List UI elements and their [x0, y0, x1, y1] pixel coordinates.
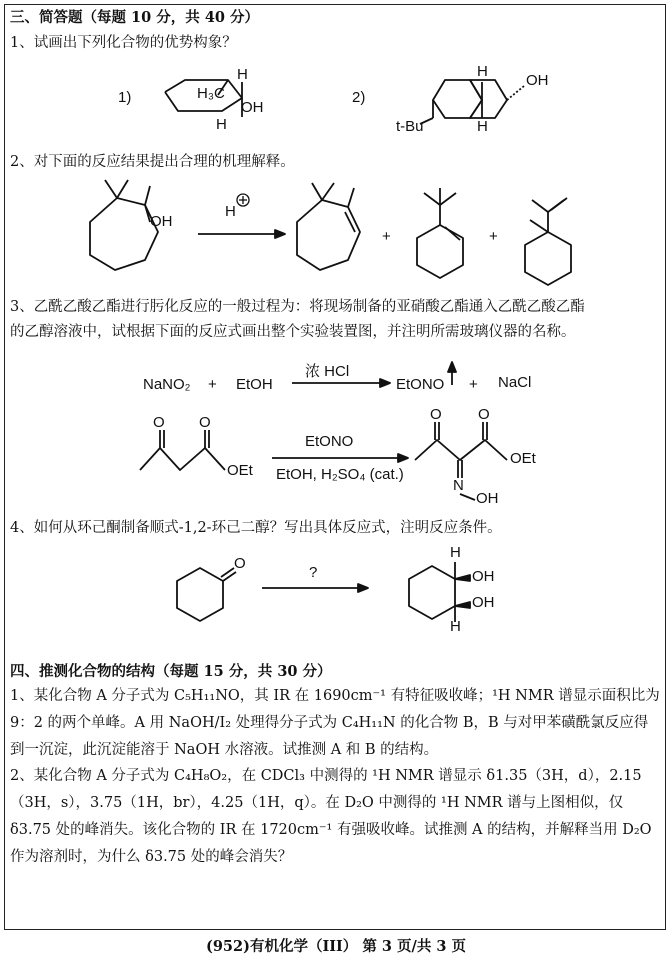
q1-m2-h-top: H [477, 63, 488, 80]
section4-problem-1: 1、某化合物 A 分子式为 C₅H₁₁NO，其 IR 在 1690cm⁻¹ 有特征吸收峰；¹H NMR 谱显示面积比为 9：2 的两个单峰。A 用 NaOH/I₂ 处理得分子式为 C₄H₁₁N 的化合物 B，B 与对甲苯磺酰氯反应得到一沉淀，此沉淀能溶于 NaOH 水溶液。试推测 A 和 B 的结构。 [10, 688, 660, 758]
q1-m2-tbu: t-Bu [396, 118, 424, 135]
q3-o3: O [430, 406, 442, 423]
q3-cond-hcl: 浓 HCl [305, 363, 350, 380]
q2-reagent: H [225, 203, 236, 220]
q2-plus-1: + [382, 228, 391, 245]
q3-o2: O [199, 414, 211, 431]
q4-oh-1: OH [472, 568, 495, 585]
q4-cis-diol [409, 562, 470, 622]
q4-o: O [234, 555, 246, 572]
page-footer: (952)有机化学（III） 第 3 页/共 3 页 [205, 938, 467, 955]
q2-product-tbutyl-cyclohexene [417, 188, 463, 278]
q2-oh: OH [150, 213, 173, 230]
q3-line2: 的乙醇溶液中，试根据下面的反应式画出整个实验装置图，并注明所需玻璃仪器的名称。 [10, 324, 576, 340]
q2-plus-2: + [489, 228, 498, 245]
q4-text: 4、如何从环己酮制备顺式-1,2-环己二醇？写出具体反应式，注明反应条件。 [10, 520, 502, 536]
q4-h-bot: H [450, 618, 461, 635]
q2-cycloheptane-alcohol [90, 180, 158, 270]
q1-m1-oh: OH [241, 99, 264, 116]
section4-heading: 四、推测化合物的结构（每题 15 分，共 30 分） [10, 663, 332, 680]
q3-oet-2: OEt [510, 450, 536, 467]
q3-nano2: NaNO₂ [143, 376, 191, 393]
q4-question: ? [309, 564, 318, 581]
q3-etoh: EtOH [236, 376, 273, 393]
q3-etono: EtONO [396, 376, 445, 393]
q1-m1-h-bot: H [216, 116, 227, 133]
q1-m2-oh: OH [526, 72, 549, 89]
q3-line1: 3、乙酰乙酸乙酯进行肟化反应的一般过程为：将现场制备的亚硝酸乙酯通入乙酰乙酸乙酯 [10, 299, 585, 315]
q1-m1-h-top: H [237, 66, 248, 83]
q3-o1: O [153, 414, 165, 431]
q3-plus-2: + [469, 376, 478, 393]
q3-oh: OH [476, 490, 499, 507]
q1-label-2: 2) [352, 89, 366, 106]
q1-decalin [420, 80, 524, 124]
q3-o4: O [478, 406, 490, 423]
q1-label-1: 1) [118, 89, 132, 106]
section3-heading: 三、简答题（每题 10 分，共 40 分） [10, 9, 260, 26]
q3-cond-acid: EtOH, H₂SO₄ (cat.) [276, 466, 404, 483]
q1-m2-h-bot: H [477, 118, 488, 135]
q3-reagent-etono: EtONO [305, 433, 354, 450]
q3-n: N [453, 477, 464, 494]
q3-nacl: NaCl [498, 374, 532, 391]
q2-text: 2、对下面的反应结果提出合理的机理解释。 [10, 154, 295, 170]
q2-product-isopropenyl-cyclohexane [525, 198, 571, 285]
q1-m1-ch3: H₃C [197, 85, 225, 102]
q1-text: 1、试画出下列化合物的优势构象？ [10, 35, 237, 51]
q3-ethyl-acetoacetate [140, 430, 225, 470]
q4-oh-2: OH [472, 594, 495, 611]
section4-problem-2: 2、某化合物 A 分子式为 C₄H₈O₂，在 CDCl₃ 中测得的 ¹H NMR 谱显示 δ1.35（3H，d），2.15（3H，s），3.75（1H，br），4.25（1H，q）。在 D₂O 中测得的 ¹H NMR 谱与上图相似，仅 δ3.75 处的峰消失。该化合物的 IR 在 1720cm⁻¹ 有强吸收峰。试推测 A 的结构，并解释当用 D₂O 作为溶剂时，为什么 δ3.75 处的峰会消失？ [10, 768, 652, 865]
q3-oet-1: OEt [227, 462, 253, 479]
q4-h-top: H [450, 544, 461, 561]
q2-product-cycloheptene [297, 183, 360, 270]
q4-cyclohexanone [177, 568, 236, 621]
q3-plus-1: + [208, 376, 217, 393]
